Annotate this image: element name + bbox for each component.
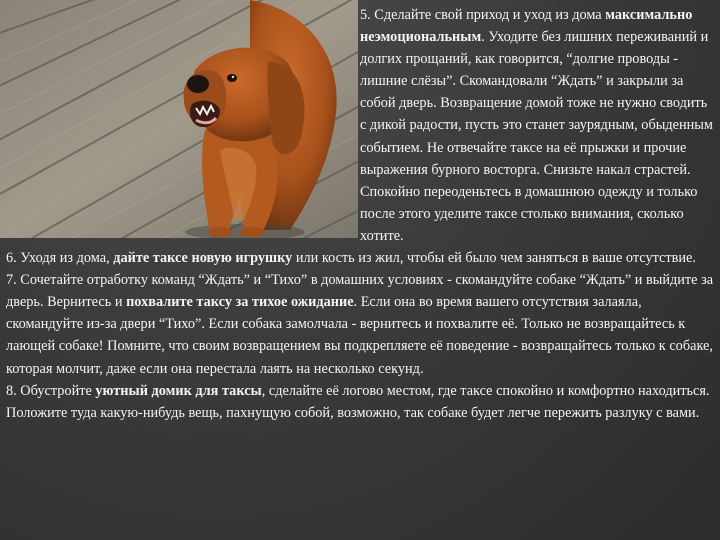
paragraph-text: . Уходите без лишних переживаний и долгих прощаний, как говорится, “долгие проводы - лишние слёзы”. Скомандовали “Ждать” и закрыли за собой дверь. Возвращение домой тоже не нужно сводить с дикой радости, пусть это станет заурядным, обыденным событием. Не отвечайте таксе на её прыжки и прочие выражения бурного восторга. Снизьте накал страстей. Спокойно переоденьтесь в домашнюю одежду и только после этого уделите таксе столько внимания, сколько хотите.	[360, 29, 713, 244]
emphasis-text: дайте таксе новую игрушку	[113, 250, 293, 267]
paragraph-text: 5. Сделайте свой приход и уход из дома	[360, 7, 606, 23]
paragraph-text: , сделайте её логово местом, где таксе спокойно и комфортно находиться. Положите туда какую-нибудь вещь, пахнущую собой, возможно, так собаке будет легче пережить разлуку с вами.	[6, 382, 710, 421]
paragraph-text: или кость из жил, чтобы ей было чем заняться в ваше отсутствие.	[292, 250, 696, 267]
emphasis-text: похвалите таксу за тихое ожидание	[126, 294, 354, 311]
paragraph-6	[0, 247, 720, 269]
paragraph-text: 6. Уходя из дома,	[6, 250, 114, 267]
emphasis-text: уютный домик для таксы	[95, 382, 262, 399]
paragraph-text: 8. Обустройте	[6, 382, 96, 399]
paragraph-text: . Если она во время вашего отсутствия залаяла, скомандуйте из-за двери “Тихо”. Если собака замолчала - вернитесь и похвалите её. Только не возвращайтесь к лающей собаке! Помните, что своим возвращением вы подкрепляете её поведение - возвращайтесь только к собаке, которая молчит, даже если она перестала лаять на несколько секунд.	[6, 294, 713, 377]
photo-wrap-spacer	[0, 0, 360, 234]
paragraph-text: 7. Сочетайте отработку команд “Ждать” и “Тихо” в домашних условиях - скомандуйте собаке “Ждать” и выйдите за дверь. Вернитесь и	[6, 272, 714, 311]
paragraph-8	[0, 380, 720, 424]
emphasis-text: максимально неэмоциональным	[360, 7, 693, 46]
paragraph-7	[0, 269, 720, 379]
